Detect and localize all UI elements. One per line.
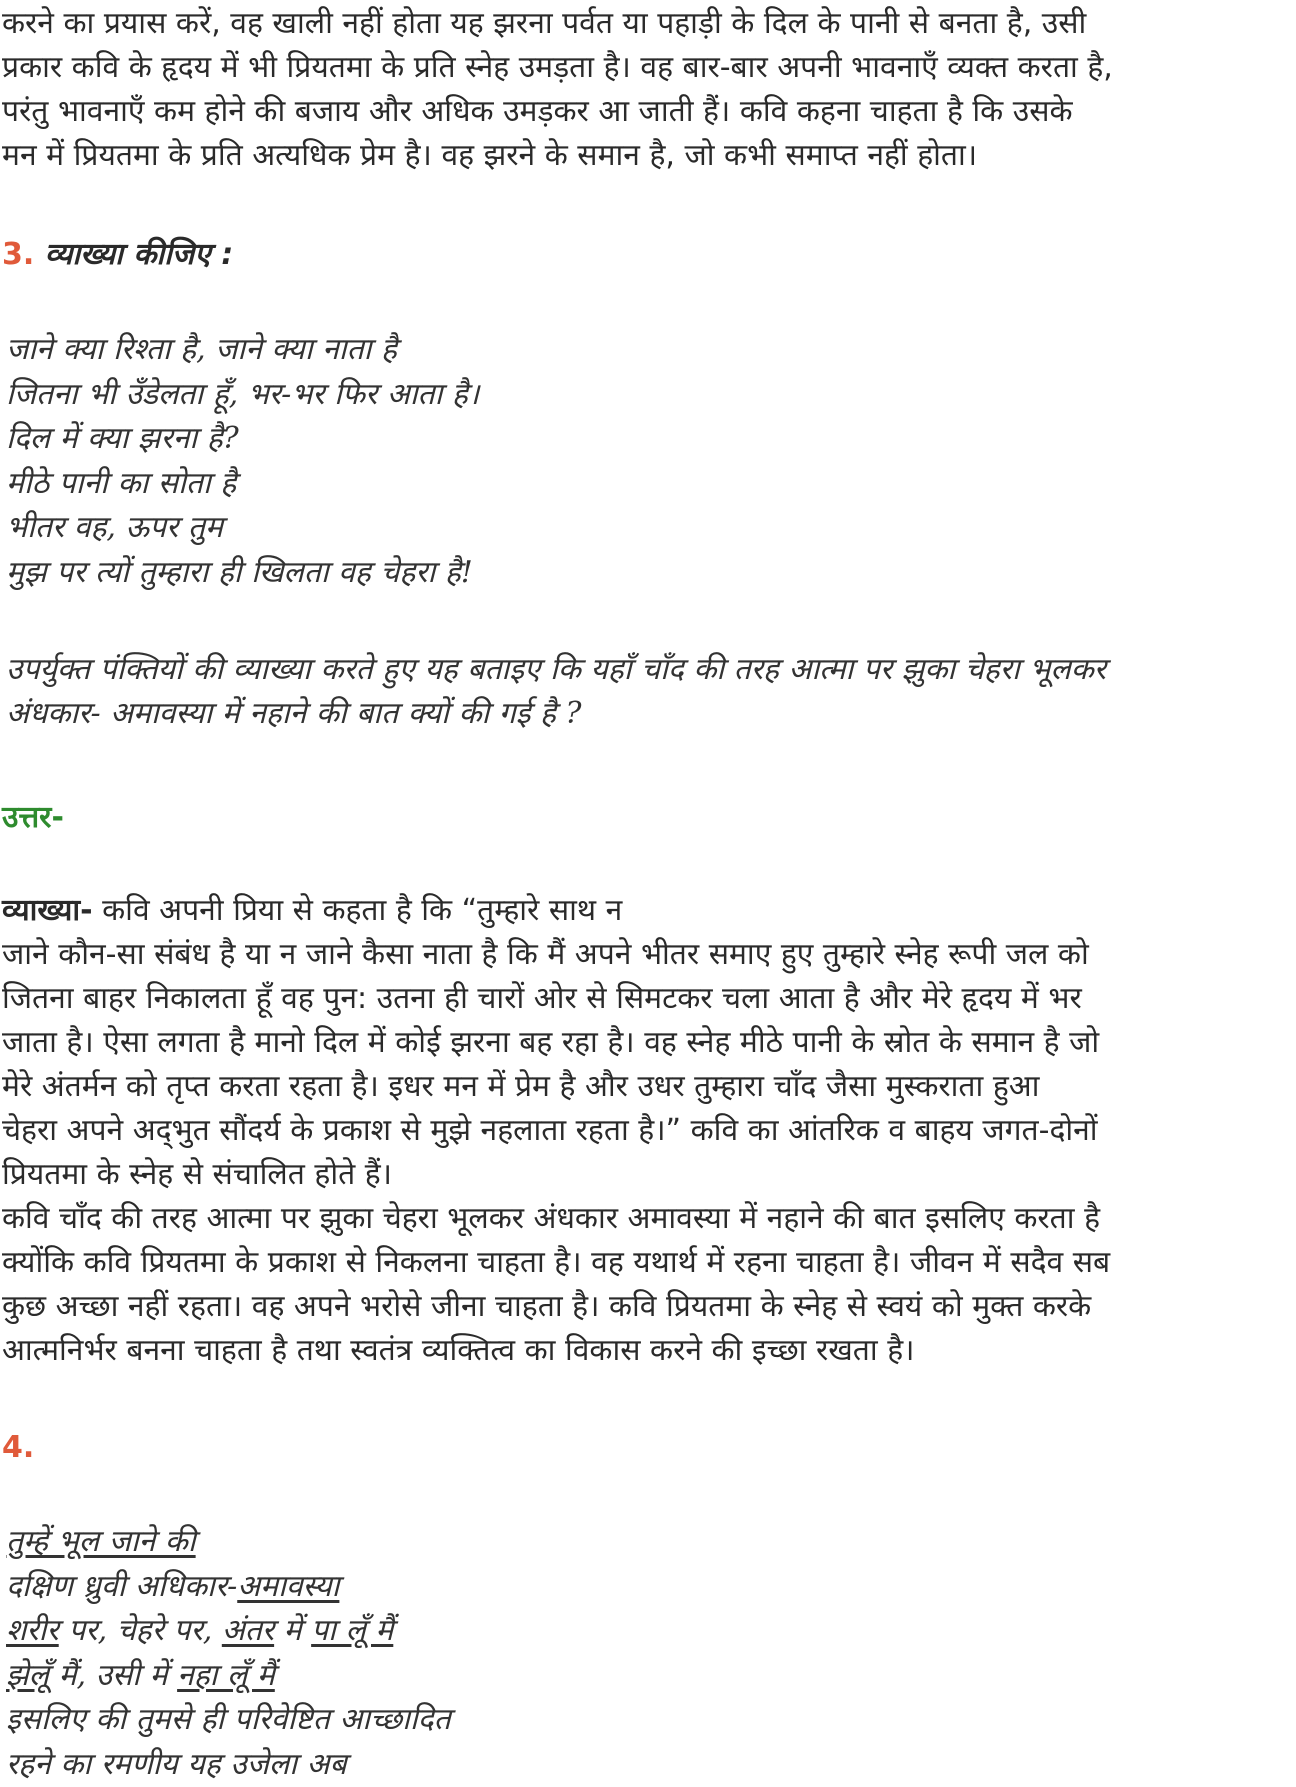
poem-line: भीतर वह, ऊपर तुम xyxy=(6,510,223,545)
poem-line: जितना भी उँडेलता हूँ, भर-भर फिर आता है। xyxy=(6,376,480,412)
question-4-heading xyxy=(2,1430,34,1465)
poem-excerpt-2 xyxy=(6,1520,451,1787)
text-line: प्रियतमा के स्नेह से संचालित होते हैं। xyxy=(2,1157,393,1192)
text-line: जाने कौन-सा संबंध है या न जाने कैसा नाता है कि मैं अपने भीतर समाए हुए तुम्हारे स्नेह रूपी जल को xyxy=(2,937,1089,972)
poem-text: पर, चेहरे पर, xyxy=(58,1613,222,1648)
underlined-phrase: अंतर xyxy=(221,1613,275,1648)
explanation-label: व्याख्या- xyxy=(2,893,93,928)
answer-text: कवि अपनी प्रिया से कहता है कि “तुम्हारे साथ न xyxy=(92,893,623,928)
underlined-phrase: झेलूँ xyxy=(6,1657,50,1693)
prompt-line: उपर्युक्त पंक्तियों की व्याख्या करते हुए यह बताइए कि यहाँ चाँद की तरह आत्मा पर झुका चेहरा भूलकर xyxy=(6,652,1107,687)
underlined-phrase: नहा लूँ मैं xyxy=(177,1657,275,1693)
poem-excerpt-1 xyxy=(6,328,479,595)
text-line: प्रकार कवि के हृदय में भी प्रियतमा के प्रति स्नेह उमड़ता है। वह बार-बार अपनी भावनाएँ व्यक्त करता है, xyxy=(2,50,1113,85)
prompt-line: अंधकार- अमावस्या में नहाने की बात क्यों की गई है ? xyxy=(6,696,582,731)
text-line: चेहरा अपने अद्‌भुत सौंदर्य के प्रकाश से मुझे नहलाता रहता है।” कवि का आंतरिक व बाहय जगत-दोनों xyxy=(2,1113,1098,1148)
text-line: कवि चाँद की तरह आत्मा पर झुका चेहरा भूलकर अंधकार अमावस्या में नहाने की बात इसलिए करता है xyxy=(2,1201,1100,1236)
poem-line: मीठे पानी का सोता है xyxy=(6,465,237,501)
text-line: मन में प्रियतमा के प्रति अत्यधिक प्रेम है। वह झरने के समान है, जो कभी समाप्त नहीं होता। xyxy=(2,138,978,173)
text-line: कुछ अच्छा नहीं रहता। वह अपने भरोसे जीना चाहता है। कवि प्रियतमा के स्नेह से स्वयं को मुक्त करके xyxy=(2,1289,1092,1324)
underlined-phrase: शरीर xyxy=(6,1613,59,1648)
text-line: परंतु भावनाएँ कम होने की बजाय और अधिक उमड़कर आ जाती हैं। कवि कहना चाहता है कि उसके xyxy=(2,94,1073,129)
underlined-phrase: अमावस्या xyxy=(237,1568,340,1604)
poem-line: दिल में क्या झरना है? xyxy=(6,421,239,456)
poem-line xyxy=(6,1565,451,1610)
question-3-heading xyxy=(2,232,233,273)
poem-line: मुझ पर त्यों तुम्हारा ही खिलता वह चेहरा है! xyxy=(6,554,473,590)
question-number: 4. xyxy=(2,1430,35,1465)
question-title: व्याख्या कीजिए : xyxy=(44,237,234,272)
poem-line xyxy=(6,1609,451,1654)
underlined-phrase: पा लूँ मैं xyxy=(311,1613,394,1648)
question-number: 3. xyxy=(2,237,35,272)
underlined-phrase: तुम्हें भूल जाने की xyxy=(6,1524,196,1559)
text-line: मेरे अंतर्मन को तृप्त करता रहता है। इधर मन में प्रेम है और उधर तुम्हारा चाँद जैसा मुस्कराता हुआ xyxy=(2,1069,1040,1104)
question-prompt xyxy=(6,648,1106,736)
poem-line: इसलिए की तुमसे ही परिवेष्टित आच्छादित xyxy=(6,1702,451,1737)
poem-text: में xyxy=(274,1613,312,1648)
poem-text: दक्षिण ध्रुवी अधिकार- xyxy=(6,1568,238,1604)
poem-line xyxy=(6,1520,451,1565)
poem-line xyxy=(6,1654,451,1699)
poem-text: मैं, उसी में xyxy=(49,1657,178,1693)
intro-paragraph xyxy=(2,2,1113,178)
text-line: करने का प्रयास करें, वह खाली नहीं होता यह झरना पर्वत या पहाड़ी के दिल के पानी से बनता है, उसी xyxy=(2,6,1087,41)
answer-heading: उत्तर- xyxy=(2,800,64,835)
poem-line: जाने क्या रिश्ता है, जाने क्या नाता है xyxy=(6,332,397,367)
poem-line: रहने का रमणीय यह उजेला अब xyxy=(6,1746,347,1782)
text-line: जाता है। ऐसा लगता है मानो दिल में कोई झरना बह रहा है। वह स्नेह मीठे पानी के स्रोत के समान है जो xyxy=(2,1025,1100,1060)
text-line: जितना बाहर निकालता हूँ वह पुन: उतना ही चारों ओर से सिमटकर चला आता है और मेरे हृदय में भर xyxy=(2,981,1082,1016)
answer-first-line xyxy=(2,889,1110,933)
answer-body xyxy=(2,889,1110,1373)
text-line: आत्मनिर्भर बनना चाहता है तथा स्वतंत्र व्यक्तित्व का विकास करने की इच्छा रखता है। xyxy=(2,1333,915,1368)
text-line: क्योंकि कवि प्रियतमा के प्रकाश से निकलना चाहता है। वह यथार्थ में रहना चाहता है। जीवन में सदैव सब xyxy=(2,1245,1111,1280)
